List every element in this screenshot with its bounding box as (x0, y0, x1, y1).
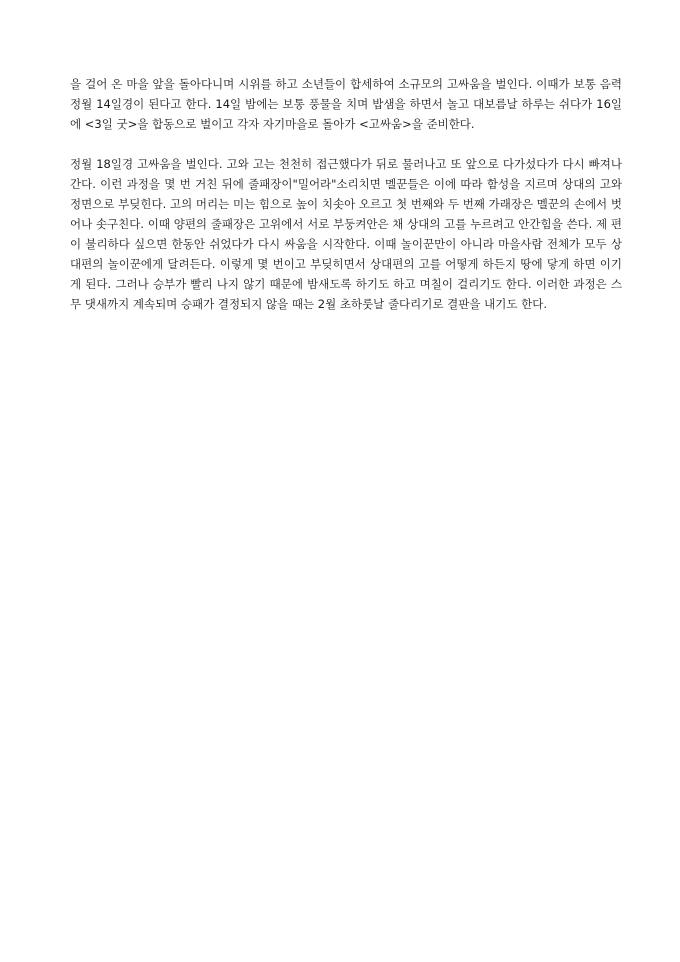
paragraph: 을 걸어 온 마을 앞을 돌아다니며 시위를 하고 소년들이 합세하여 소규모의 고싸움을 벌인다. 이때가 보통 음력 정월 14일경이 된다고 한다. 14일 밤에는 보통 풍물을 치며 밥샘을 하면서 놀고 대보름날 하루는 쉬다가 16일에 <3일 굿>을 합동으로 벌이고 각자 자기마을로 돌아가 <고싸움>을 준비한다. (70, 77, 622, 131)
document-body (70, 74, 622, 314)
paragraph: 정월 18일경 고싸움을 벌인다. 고와 고는 천천히 접근했다가 뒤로 물러나고 또 앞으로 다가섰다가 다시 빠져나간다. 이런 과정을 몇 번 거친 뒤에 줄패장이"밀어라"소리치면 멜꾼들은 이에 따라 함성을 지르며 상대의 고와 정면으로 부딪힌다. 고의 머리는 미는 힘으로 높이 치솟아 오르고 첫 번째와 두 번째 가래장은 멜꾼의 손에서 벗어나 솟구친다. 이때 양편의 줄패장은 고위에서 서로 부둥켜안은 채 상대의 고를 누르려고 안간힘을 쓴다. 제 편이 불리하다 싶으면 한동안 쉬었다가 다시 싸움을 시작한다. 이때 놀이꾼만이 아니라 마을사람 전체가 모두 상대편의 놀이꾼에게 달려든다. 이렇게 몇 번이고 부딪히면서 상대편의 고를 어떻게 하든지 땅에 닿게 하면 이기게 된다. 그러나 승부가 빨리 나지 않기 때문에 밤새도록 하기도 하고 며칠이 걸리기도 한다. 이러한 과정은 스무 댓새까지 계속되며 승패가 결정되지 않을 때는 2월 초하룻날 줄다리기로 결판을 내기도 한다. (70, 157, 622, 311)
